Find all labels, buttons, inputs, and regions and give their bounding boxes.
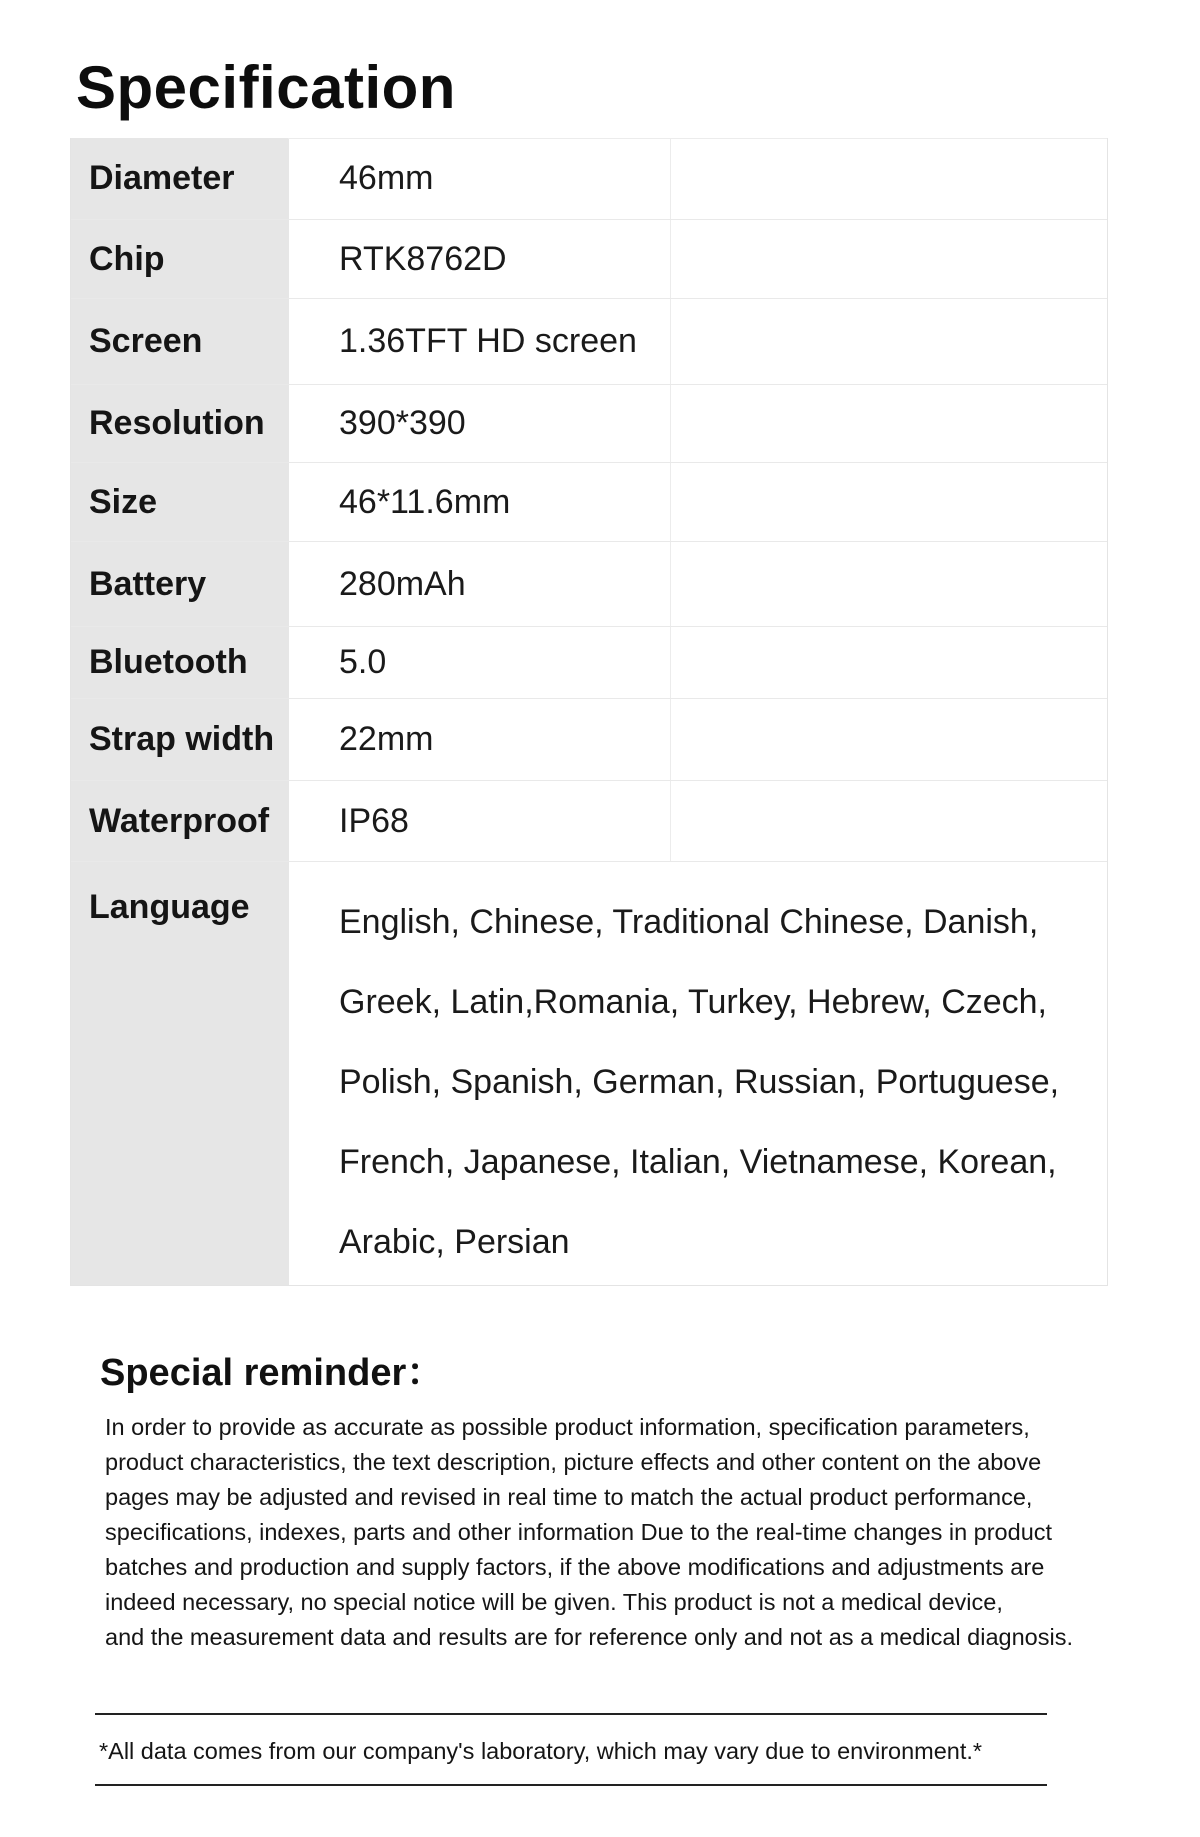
spec-label: Language: [71, 862, 289, 1285]
spec-value: IP68: [289, 781, 671, 861]
spec-value: 5.0: [289, 627, 671, 698]
spec-label: Resolution: [71, 385, 289, 462]
spec-empty-cell: [671, 385, 1107, 462]
reminder-body: [105, 1410, 1185, 1655]
reminder-line: In order to provide as accurate as possible product information, specification parameters,: [105, 1414, 1030, 1440]
spec-empty-cell: [671, 463, 1107, 541]
page-title: Specification: [76, 54, 456, 121]
spec-label: Battery: [71, 542, 289, 626]
reminder-line: indeed necessary, no special notice will be given. This product is not a medical device,: [105, 1589, 1003, 1615]
footer-divider-bottom: [95, 1784, 1047, 1786]
spec-row-strap-width: [71, 699, 1107, 781]
spec-row-waterproof: [71, 781, 1107, 862]
spec-label: Strap width: [71, 699, 289, 780]
spec-label: Diameter: [71, 138, 289, 219]
language-line: Polish, Spanish, German, Russian, Portuguese,: [339, 1063, 1060, 1101]
spec-value: 1.36TFT HD screen: [289, 299, 671, 384]
spec-row-language: [71, 862, 1107, 1285]
language-line: Greek, Latin,Romania, Turkey, Hebrew, Czech,: [339, 983, 1048, 1021]
language-line: English, Chinese, Traditional Chinese, Danish,: [339, 903, 1039, 941]
language-list: [289, 862, 1107, 1285]
spec-label: Bluetooth: [71, 627, 289, 698]
spec-row-resolution: [71, 385, 1107, 463]
language-line: Arabic, Persian: [339, 1223, 570, 1261]
spec-value: 46*11.6mm: [289, 463, 671, 541]
reminder-line: pages may be adjusted and revised in real time to match the actual product performance,: [105, 1484, 1033, 1510]
spec-row-size: [71, 463, 1107, 542]
spec-empty-cell: [671, 781, 1107, 861]
spec-label: Chip: [71, 220, 289, 298]
spec-row-chip: [71, 220, 1107, 299]
spec-label: Waterproof: [71, 781, 289, 861]
spec-row-diameter: [71, 138, 1107, 220]
spec-empty-cell: [671, 627, 1107, 698]
spec-empty-cell: [671, 299, 1107, 384]
spec-empty-cell: [671, 699, 1107, 780]
spec-value: 390*390: [289, 385, 671, 462]
reminder-line: batches and production and supply factors, if the above modifications and adjustments are: [105, 1554, 1045, 1580]
spec-empty-cell: [671, 220, 1107, 298]
footer-note: *All data comes from our company's laboratory, which may vary due to environment.*: [99, 1738, 983, 1764]
spec-table: [70, 138, 1108, 1286]
footer-divider-top: [95, 1713, 1047, 1715]
spec-label: Size: [71, 463, 289, 541]
reminder-line: specifications, indexes, parts and other information Due to the real-time changes in product: [105, 1519, 1053, 1545]
spec-row-bluetooth: [71, 627, 1107, 699]
spec-value: RTK8762D: [289, 220, 671, 298]
language-line: French, Japanese, Italian, Vietnamese, Korean,: [339, 1143, 1057, 1181]
spec-empty-cell: [671, 542, 1107, 626]
reminder-title: Special reminder：: [100, 1352, 445, 1394]
spec-empty-cell: [671, 138, 1107, 219]
spec-label: Screen: [71, 299, 289, 384]
reminder-line: product characteristics, the text description, picture effects and other content on the above: [105, 1449, 1042, 1475]
spec-value: 46mm: [289, 138, 671, 219]
spec-value: 280mAh: [289, 542, 671, 626]
spec-row-battery: [71, 542, 1107, 627]
spec-value: 22mm: [289, 699, 671, 780]
spec-row-screen: [71, 299, 1107, 385]
reminder-line: and the measurement data and results are for reference only and not as a medical diagnosis.: [105, 1624, 1073, 1650]
